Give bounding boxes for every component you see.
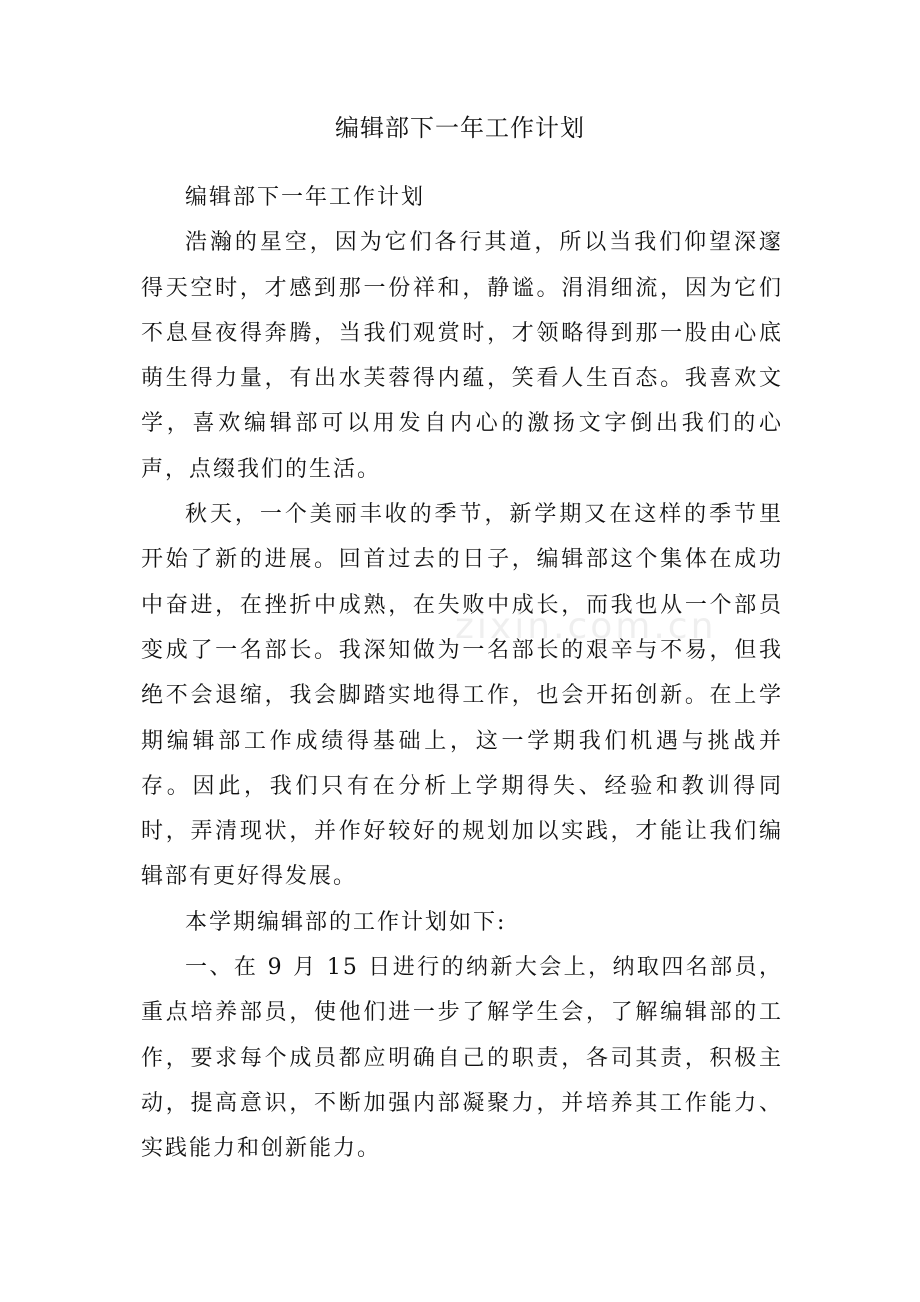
body-paragraph-autumn: 秋天，一个美丽丰收的季节，新学期又在这样的季节里开始了新的进展。回首过去的日子，编辑部这个集体在成功中奋进，在挫折中成熟，在失败中成长，而我也从一个部员变成了一名部长。我深知做为一名部长的艰辛与不易，但我绝不会退缩，我会脚踏实地得工作，也会开拓创新。在上学期编辑部工作成绩得基础上，这一学期我们机遇与挑战并存。因此，我们只有在分析上学期得失、经验和教训得同时，弄清现状，并作好较好的规划加以实践，才能让我们编辑部有更好得发展。 <box>141 502 783 890</box>
body-paragraph-plan-heading: 本学期编辑部的工作计划如下: <box>185 909 507 935</box>
document-title: 编辑部下一年工作计划 <box>335 114 585 142</box>
body-paragraph-intro: 浩瀚的星空，因为它们各行其道，所以当我们仰望深邃得天空时，才感到那一份祥和，静谧。涓涓细流，因为它们不息昼夜得奔腾，当我们观赏时，才领略得到那一股由心底萌生得力量，有出水芙蓉得内蕴，笑看人生百态。我喜欢文学，喜欢编辑部可以用发自内心的激扬文字倒出我们的心声，点缀我们的生活。 <box>141 230 783 482</box>
body-paragraph-item-one: 一、在 9 月 15 日进行的纳新大会上，纳取四名部员，重点培养部员，使他们进一步了解学生会，了解编辑部的工作，要求每个成员都应明确自己的职责，各司其责，积极主动，提高意识，不断加强内部凝聚力，并培养其工作能力、实践能力和创新能力。 <box>141 955 783 1162</box>
watermark: zixin.com.cn <box>455 606 717 647</box>
body-paragraph-subtitle: 编辑部下一年工作计划 <box>185 185 426 210</box>
document-body <box>141 175 783 1172</box>
